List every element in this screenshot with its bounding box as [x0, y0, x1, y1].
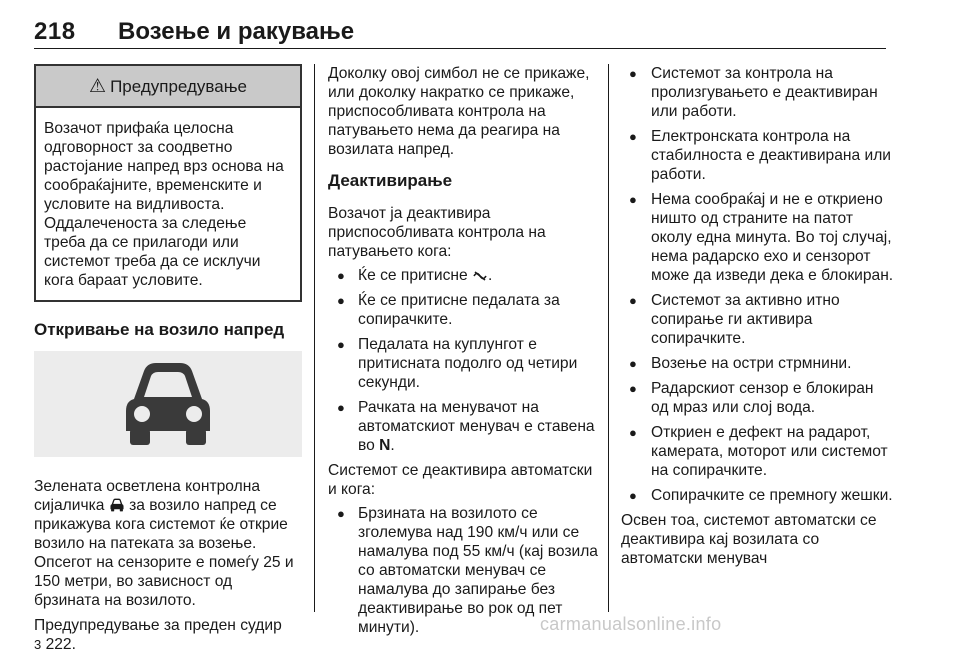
warning-title: Предупредување — [110, 76, 247, 96]
warning-triangle-icon: ⚠ — [89, 75, 107, 97]
list-item: ● Рачката на менувачот на автоматскиот менувач е ставена во N. — [328, 398, 600, 455]
list-item: ● Радарскиот сензор е блокиран од мраз или слој вода. — [621, 379, 895, 417]
list-item: ● Сопирачките се премногу жешки. — [621, 486, 895, 505]
auto-deactivation-list-continued — [621, 64, 895, 505]
list-item: ● Откриен е дефект на радарот, камерата, моторот или системот на сопирачките. — [621, 423, 895, 480]
list-item: ● Нема сообраќај и не е откриено ништо од страните на патот околу една минута. Во тој случај, нема радарско ехо и сензорот може да изведи дека е блокиран. — [621, 190, 895, 285]
column-2 — [328, 64, 600, 643]
list-item: ● Ќе се притисне педалата за сопирачките. — [328, 291, 600, 329]
intro-paragraph: Доколку овој симбол не се прикаже, или доколку накратко се прикаже, приспособливата контрола на патувањето нема да реагира на возилата напред. — [328, 65, 590, 158]
list-item: ● Педалата на куплунгот е притисната подолго од четири секунди. — [328, 335, 600, 392]
list-item: ● Системот за контрола на пролизгувањето е деактивиран или работи. — [621, 64, 895, 121]
warning-text: Возачот прифаќа целосна одговорност за соодветно растојание напред врз основа на сообраќајните, временските и условите на видливоста. Оддалеченоста за следење треба да се прилагоди или системот треба да се исклучи кога бараат условите. — [44, 120, 284, 289]
deactivation-list — [328, 266, 600, 455]
column-1 — [34, 64, 302, 660]
list-item: ● Брзината на возилото се зголемува над 190 км/ч или се намалува под 55 км/ч (кај возила со автоматски менувач се намалува до запирање без деактивирање во рок од пет минути). — [328, 504, 600, 637]
list-item: ● Возење на остри стрмнини. — [621, 354, 895, 373]
gear-position-letter: N — [379, 437, 391, 454]
column-3 — [621, 64, 895, 573]
closing-paragraph: Освен тоа, системот автоматски се деактивира кај возилата со автоматски менувач — [621, 512, 877, 567]
list-item: ● Ќе се притисне . — [328, 266, 600, 285]
car-front-icon — [120, 359, 216, 449]
vehicle-ahead-paragraph: Зелената осветлена контролна сијаличка за возило напред се прикажува кога системот ќе открие возило на патеката за возење. Опсегот на сензорите е помеѓу 25 и 150 метри, во зависност од брзината на возилото. — [34, 478, 294, 609]
section-heading: Деактивирање — [328, 171, 453, 190]
car-front-icon — [109, 498, 125, 512]
page-header — [34, 16, 886, 49]
list-item: ● Електронската контрола на стабилноста е деактивирана или работи. — [621, 127, 895, 184]
vehicle-ahead-illustration — [34, 351, 302, 457]
watermark: carmanualsonline.info — [540, 614, 722, 634]
running-title: Возење и ракување — [118, 18, 355, 45]
auto-deactivation-intro: Системот се деактивира автоматски и кога: — [328, 462, 593, 498]
section-title: Откривање на возило напред — [34, 320, 285, 339]
warning-header — [36, 66, 300, 108]
reference-page[interactable]: 222. — [45, 636, 76, 653]
cruise-cancel-icon — [472, 270, 488, 282]
page-reference-icon: 3 — [34, 637, 42, 652]
deactivation-intro: Возачот ја деактивира приспособливата контрола на патувањето кога: — [328, 205, 546, 260]
list-item: ● Системот за активно итно сопирање ги активира сопирачките. — [621, 291, 895, 348]
column-divider — [314, 64, 315, 612]
warning-box — [34, 64, 302, 302]
collision-warning-reference: Предупредување за преден судир 3 222. — [34, 617, 282, 653]
column-divider — [608, 64, 609, 612]
page-number: 218 — [34, 18, 76, 45]
